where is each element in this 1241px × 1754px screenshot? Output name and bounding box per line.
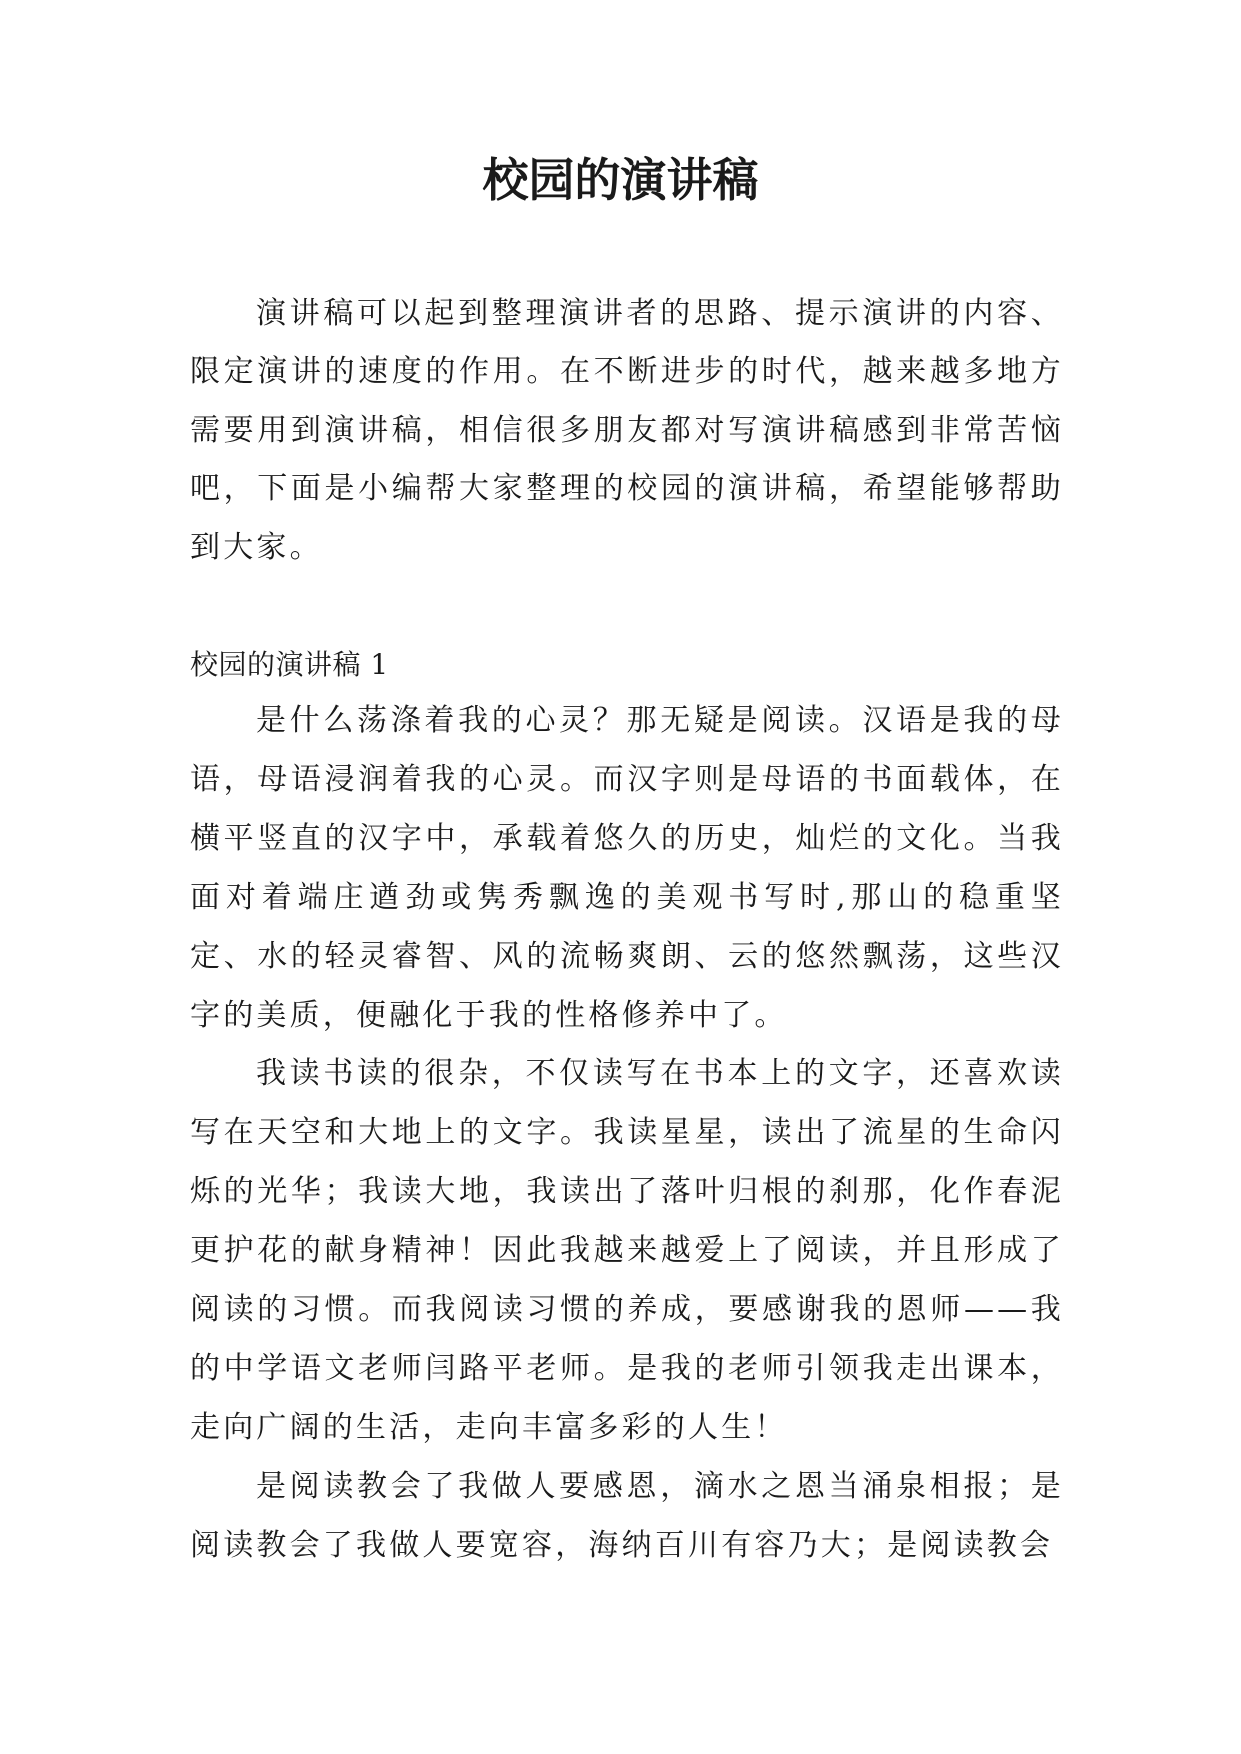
section-paragraph-2: 我读书读的很杂，不仅读写在书本上的文字，还喜欢读写在天空和大地上的文字。我读星星，读出了流星的生命闪烁的光华；我读大地，我读出了落叶归根的刹那，化作春泥更护花的献身精神！因此我越来越爱上了阅读，并且形成了阅读的习惯。而我阅读习惯的养成，要感谢我的恩师——我的中学语文老师闫路平老师。是我的老师引领我走出课本，走向广阔的生活，走向丰富多彩的人生！ xyxy=(190,1056,1064,1445)
section-heading: 校园的演讲稿 1 xyxy=(190,648,389,681)
intro-paragraph: 演讲稿可以起到整理演讲者的思路、提示演讲的内容、限定演讲的速度的作用。在不断进步的时代，越来越多地方需要用到演讲稿，相信很多朋友都对写演讲稿感到非常苦恼吧，下面是小编帮大家整理的校园的演讲稿，希望能够帮助到大家。 xyxy=(190,296,1064,565)
section-paragraph-3: 是阅读教会了我做人要感恩，滴水之恩当涌泉相报；是阅读教会了我做人要宽容，海纳百川有容乃大；是阅读教会 xyxy=(190,1468,1064,1563)
speech-section xyxy=(190,644,1064,1576)
section-paragraph-1: 是什么荡涤着我的心灵？那无疑是阅读。汉语是我的母语，母语浸润着我的心灵。而汉字则是母语的书面载体，在横平竖直的汉字中，承载着悠久的历史，灿烂的文化。当我面对着端庄遒劲或隽秀飘逸的美观书写时,那山的稳重坚定、水的轻灵睿智、风的流畅爽朗、云的悠然飘荡，这些汉字的美质，便融化于我的性格修养中了。 xyxy=(190,703,1064,1033)
intro-block xyxy=(190,285,1064,577)
document-title: 校园的演讲稿 xyxy=(482,153,759,207)
